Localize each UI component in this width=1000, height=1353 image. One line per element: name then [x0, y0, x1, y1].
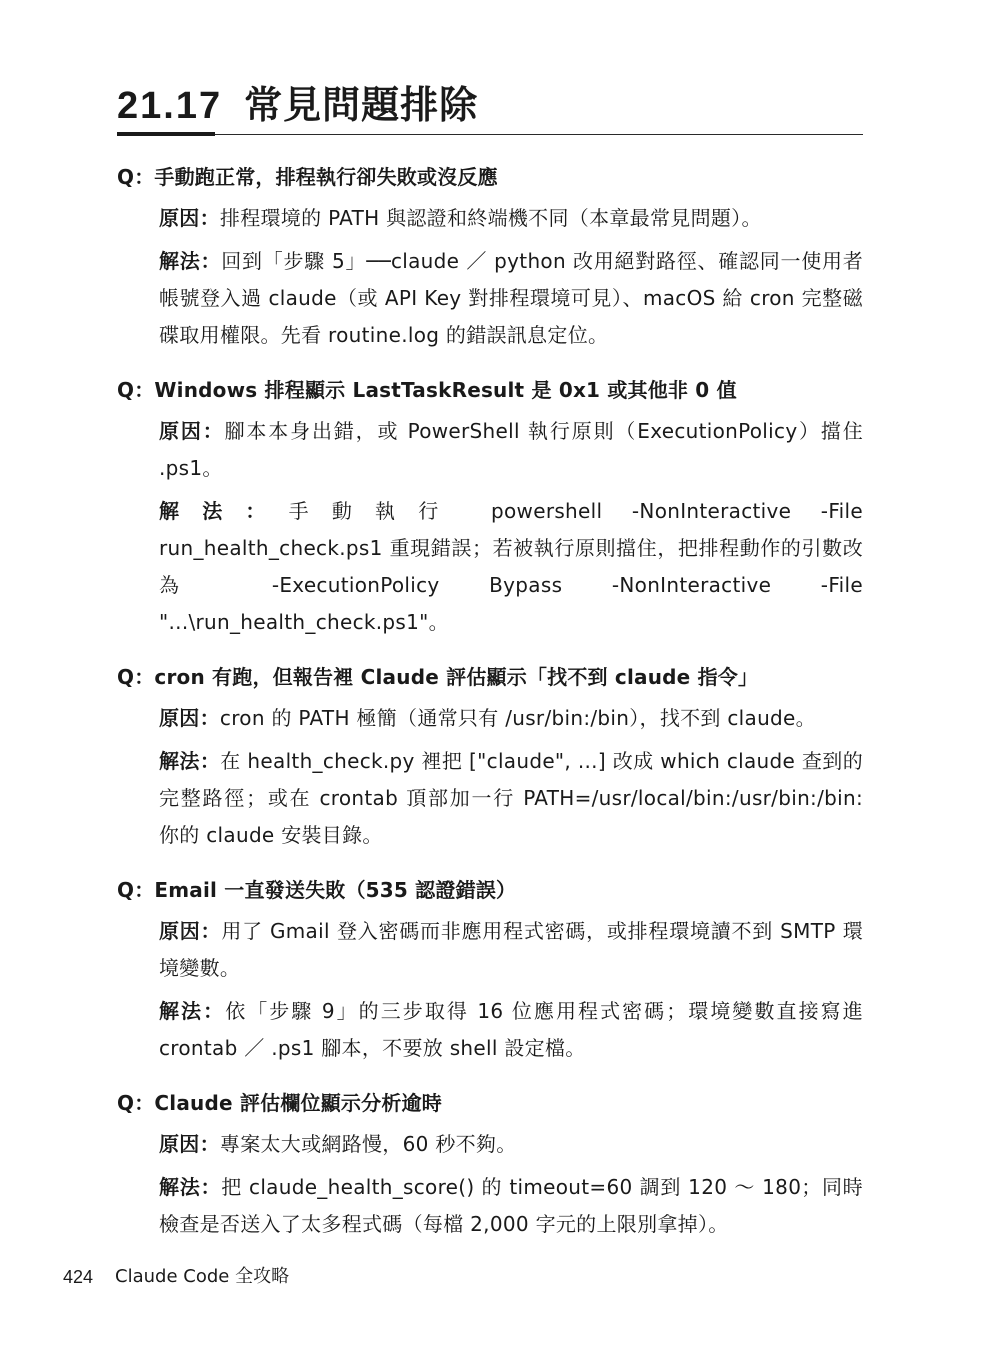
book-title: Claude Code 全攻略 — [115, 1266, 290, 1287]
faq-question: Q：cron 有跑，但報告裡 Claude 評估顯示「找不到 claude 指令」 — [117, 665, 759, 689]
faq-item — [117, 373, 863, 641]
faq-item — [117, 1086, 863, 1243]
title-rule — [117, 134, 863, 135]
title-rule-accent — [117, 132, 215, 136]
faq-cause — [159, 700, 863, 737]
page-title — [117, 82, 863, 129]
page-footer — [63, 1263, 289, 1291]
fix-label: 解法： — [159, 499, 289, 523]
cause-text: 用了 Gmail 登入密碼而非應用程式密碼，或排程環境讀不到 SMTP 環境變數。 — [159, 919, 864, 980]
cause-text: 專案太大或網路慢，60 秒不夠。 — [219, 1132, 517, 1156]
cause-label: 原因： — [159, 419, 225, 443]
page-number: 424 — [63, 1267, 94, 1287]
faq-item — [117, 660, 863, 854]
cause-label: 原因： — [159, 1132, 220, 1156]
fix-label: 解法： — [159, 749, 221, 773]
cause-text: cron 的 PATH 極簡（通常只有 /usr/bin:/bin），找不到 claude。 — [219, 706, 816, 730]
faq-question: Q：Claude 評估欄位顯示分析逾時 — [117, 1091, 442, 1115]
fix-text: 回到「步驟 5」──claude ／ python 改用絕對路徑、確認同一使用者帳號登入過 claude（或 API Key 對排程環境可見）、macOS 給 cron 完整磁碟取用權限。先看 routine.log 的錯誤訊息定位。 — [159, 249, 863, 347]
cause-label: 原因： — [159, 706, 220, 730]
faq-cause — [159, 413, 863, 487]
faq-fix — [159, 243, 863, 354]
faq-item — [117, 160, 863, 354]
faq-cause — [159, 1126, 863, 1163]
section-title: 常見問題排除 — [244, 83, 479, 127]
faq-list — [117, 160, 863, 1262]
fix-label: 解法： — [159, 1175, 222, 1199]
faq-fix — [159, 743, 863, 854]
faq-question: Q：Email 一直發送失敗（535 認證錯誤） — [117, 878, 517, 902]
fix-text: 手動執行 powershell -NonInteractive -File run_health_check.ps1 重現錯誤；若被執行原則擋住，把排程動作的引數改為 -ExecutionPolicy Bypass -NonInteractive -File "...\run_health_check.ps1"。 — [159, 499, 863, 634]
faq-cause — [159, 913, 863, 987]
fix-text: 依「步驟 9」的三步取得 16 位應用程式密碼；環境變數直接寫進 crontab ／ .ps1 腳本，不要放 shell 設定檔。 — [159, 999, 863, 1060]
fix-label: 解法： — [159, 249, 222, 273]
section-number: 21.17 — [117, 85, 223, 127]
fix-text: 在 health_check.py 裡把 ["claude", ...] 改成 which claude 查到的完整路徑；或在 crontab 頂部加一行 PATH=/usr/local/bin:/usr/bin:/bin: 你的 claude 安裝目錄。 — [159, 749, 864, 847]
faq-question: Q：手動跑正常，排程執行卻失敗或沒反應 — [117, 165, 498, 189]
cause-text: 排程環境的 PATH 與認證和終端機不同（本章最常見問題）。 — [219, 206, 762, 230]
faq-fix — [159, 1169, 863, 1243]
fix-text: 把 claude_health_score() 的 timeout=60 調到 120 ～ 180；同時檢查是否送入了太多程式碼（每檔 2,000 字元的上限別拿掉）。 — [159, 1175, 863, 1236]
cause-text: 腳本本身出錯，或 PowerShell 執行原則（ExecutionPolicy）擋住 .ps1。 — [159, 419, 864, 480]
faq-cause — [159, 200, 863, 237]
fix-label: 解法： — [159, 999, 226, 1023]
section-header — [117, 82, 863, 129]
cause-label: 原因： — [159, 206, 220, 230]
faq-item — [117, 873, 863, 1067]
faq-fix — [159, 493, 863, 641]
faq-question: Q：Windows 排程顯示 LastTaskResult 是 0x1 或其他非 0 值 — [117, 378, 737, 402]
faq-fix — [159, 993, 863, 1067]
cause-label: 原因： — [159, 919, 222, 943]
